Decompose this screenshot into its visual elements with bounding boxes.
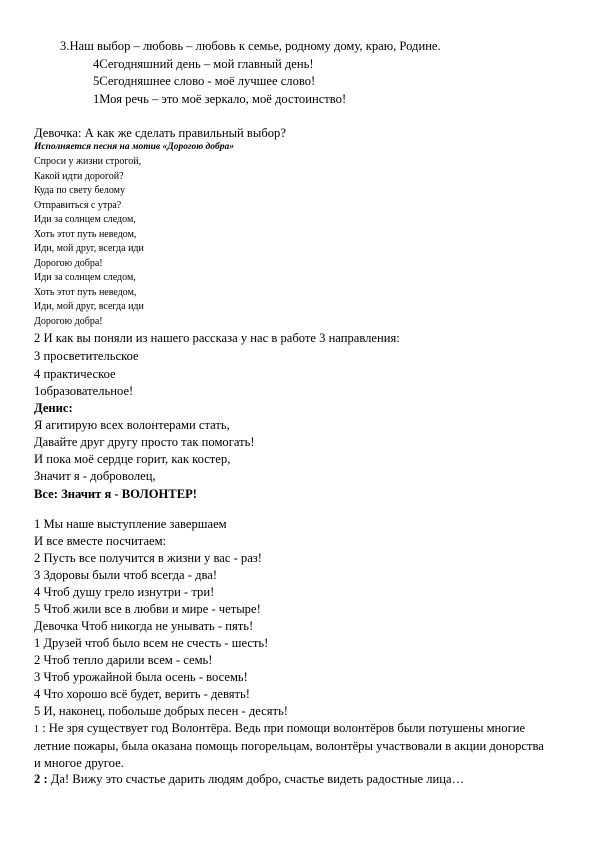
closing-paragraph-2	[34, 773, 464, 786]
denis-line: Давайте друг другу просто так помогать!	[34, 435, 255, 449]
girl-question: Девочка: А как же сделать правильный выбор?	[34, 126, 286, 140]
song-line: Иди за солнцем следом,	[34, 214, 136, 225]
finale-line: 1 Мы наше выступление завершаем	[34, 517, 227, 531]
song-line: Отправиться с утра?	[34, 200, 122, 211]
song-line: Хоть этот путь неведом,	[34, 287, 137, 298]
direction-item: 1образовательное!	[34, 384, 134, 398]
denis-line: Я агитирую всех волонтерами стать,	[34, 418, 230, 432]
song-heading: Исполняется песня на мотив «Дорогою добра»	[34, 142, 235, 152]
finale-line: 5 И, наконец, побольше добрых песен - десять!	[34, 704, 289, 718]
speaker-number: 2 :	[34, 772, 48, 786]
finale-line: 5 Чтоб жили все в любви и мире - четыре!	[34, 602, 261, 616]
denis-line: И пока моё сердце горит, как костер,	[34, 452, 231, 466]
song-line: Спроси у жизни строгой,	[34, 156, 142, 167]
finale-line: 1 Друзей чтоб было всем не счесть - шесть!	[34, 636, 269, 650]
closing-text: : Не зря существует год Волонтёра. Ведь при помощи волонтёров были потушены многие летние пожары, была оказана помощь погорельцам, волонтёры участвовали в акции донорства и многое другое.	[34, 721, 544, 770]
closing-paragraph-1	[34, 720, 544, 772]
closing-text: Да! Вижу это счастье дарить людям добро, счастье видеть радостные лица…	[47, 772, 465, 786]
finale-line: 2 Пусть все получится в жизни у вас - раз!	[34, 551, 262, 565]
speaker-number: 1	[34, 724, 39, 735]
song-line: Дорогою добра!	[34, 258, 103, 269]
song-line: Хоть этот путь неведом,	[34, 229, 137, 240]
finale-line: 3 Здоровы были чтоб всегда - два!	[34, 568, 218, 582]
finale-line: 2 Чтоб тепло дарили всем - семь!	[34, 653, 213, 667]
direction-item: 4 практическое	[34, 367, 116, 381]
intro-line-3: 5Сегодняшнее слово - моё лучшее слово!	[93, 74, 316, 88]
finale-line: И все вместе посчитаем:	[34, 534, 167, 548]
intro-line-2: 4Сегодняшний день – мой главный день!	[93, 57, 314, 71]
intro-line-1: 3.Наш выбор – любовь – любовь к семье, родному дому, краю, Родине.	[60, 39, 441, 53]
finale-line: 4 Что хорошо всё будет, верить - девять!	[34, 687, 250, 701]
denis-speaker: Денис:	[34, 401, 73, 415]
song-line: Иди за солнцем следом,	[34, 272, 136, 283]
song-line: Дорогою добра!	[34, 316, 103, 327]
song-line: Иди, мой друг, всегда иди	[34, 301, 144, 312]
song-line: Иди, мой друг, всегда иди	[34, 243, 144, 254]
song-line: Куда по свету белому	[34, 185, 125, 196]
finale-line: Девочка Чтоб никогда не унывать - пять!	[34, 619, 254, 633]
song-line: Какой идти дорогой?	[34, 171, 124, 182]
denis-line: Значит я - доброволец,	[34, 469, 156, 483]
intro-line-4: 1Моя речь – это моё зеркало, моё достоинство!	[93, 92, 347, 106]
finale-line: 3 Чтоб урожайной была осень - восемь!	[34, 670, 248, 684]
directions-intro: 2 И как вы поняли из нашего рассказа у нас в работе 3 направления:	[34, 331, 400, 345]
direction-item: 3 просветительское	[34, 349, 139, 363]
all-volunteer-line: Все: Значит я - ВОЛОНТЕР!	[34, 487, 197, 501]
finale-line: 4 Чтоб душу грело изнутри - три!	[34, 585, 215, 599]
